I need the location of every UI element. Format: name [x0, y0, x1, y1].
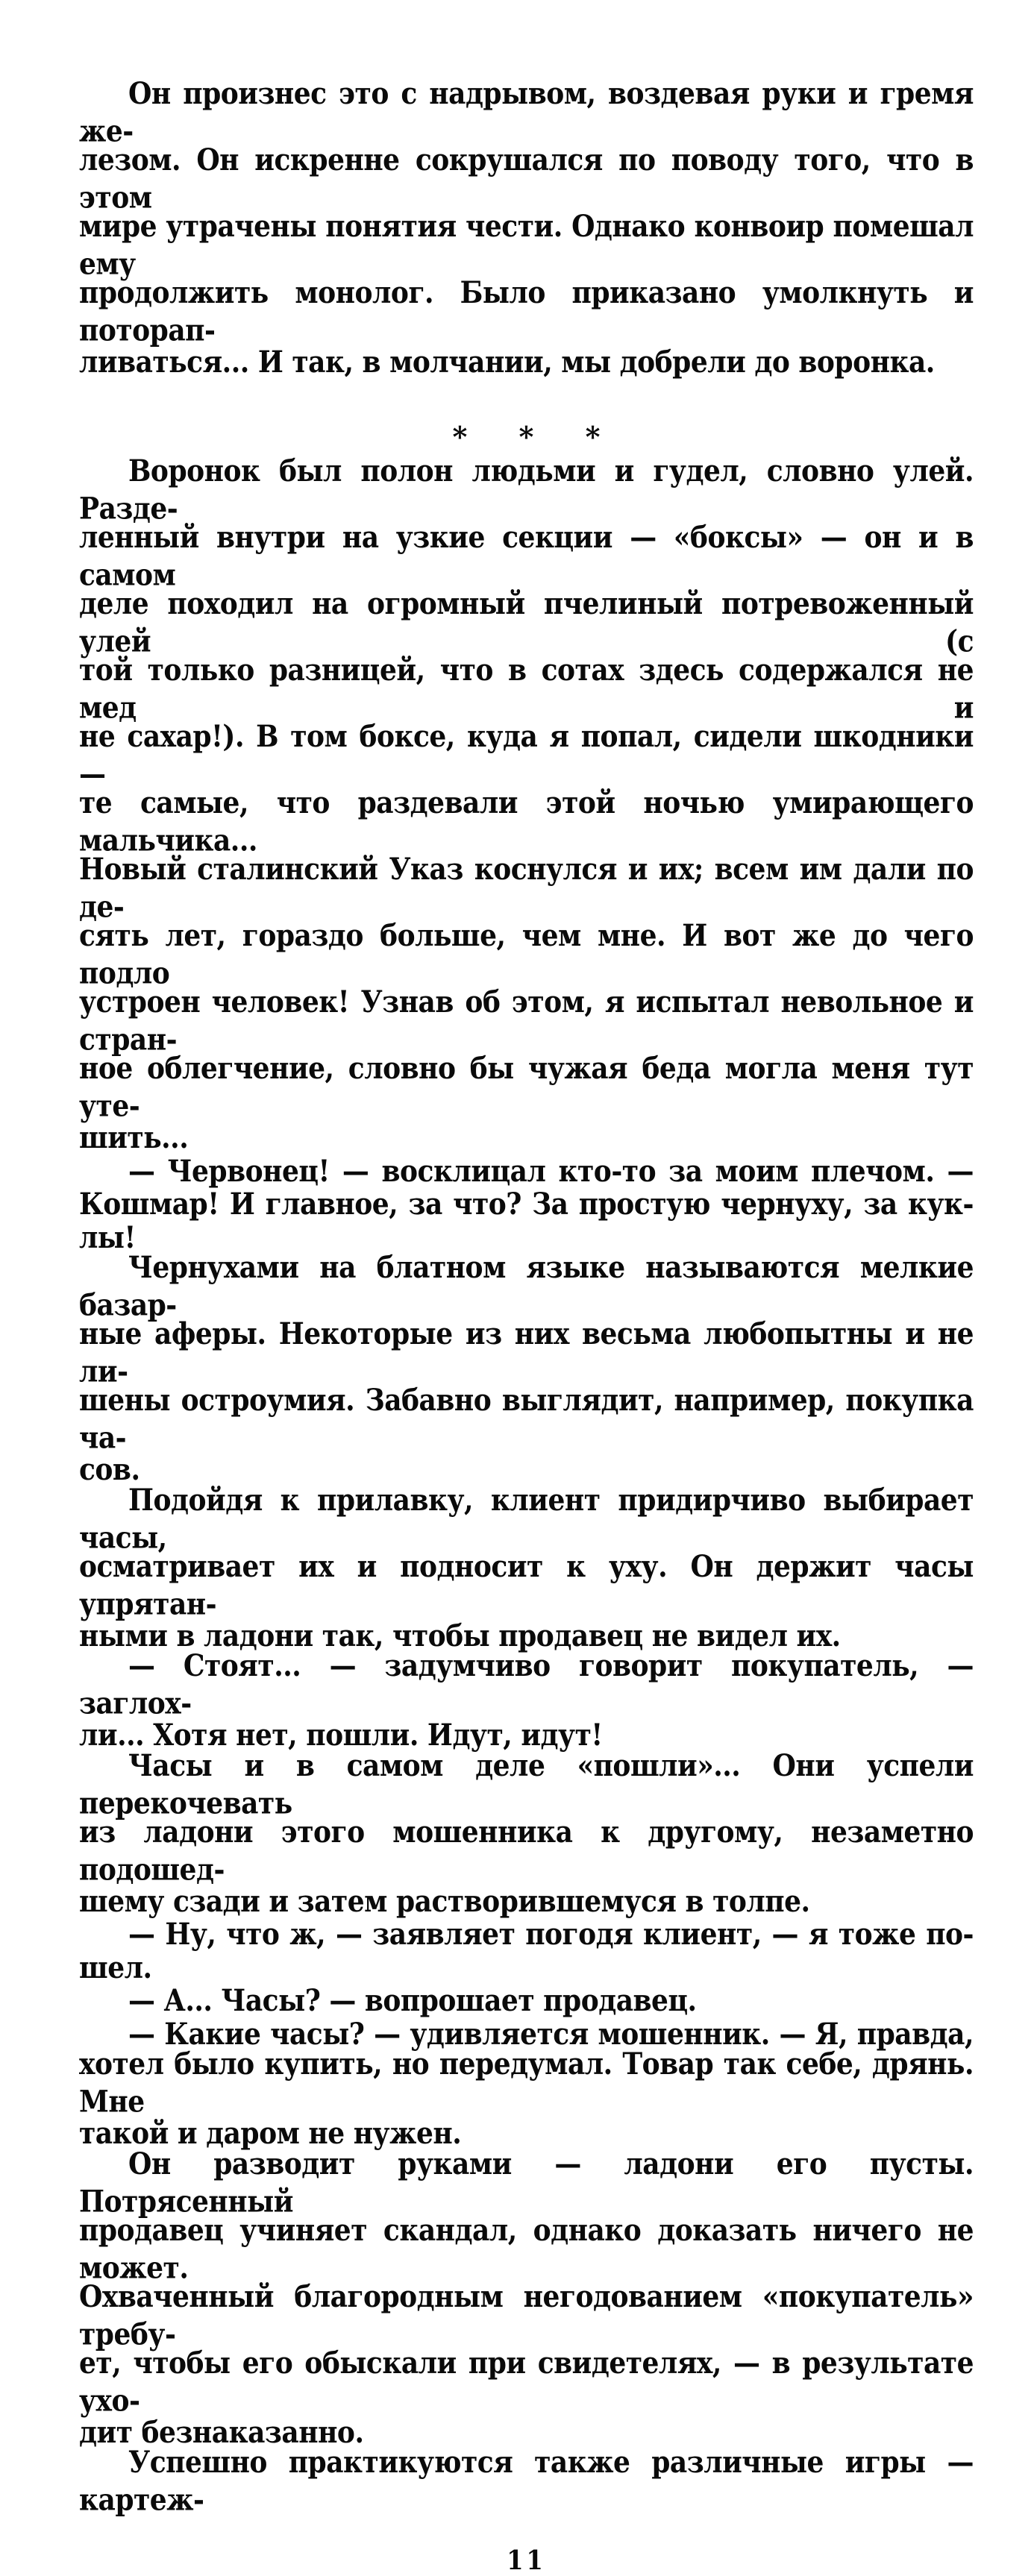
text-line: ленный внутри на узкие секции — «боксы» — он и в самом — [79, 520, 974, 592]
text-line: ливаться... И так, в молчании, мы добрели до воронка. — [79, 345, 935, 380]
text-line: ет, чтобы его обыскали при свидетелях, — в результате ухо- — [79, 2345, 974, 2418]
text-line: продолжить монолог. Было приказано умолкнуть и поторап- — [79, 275, 974, 348]
text-line: шены остроумия. Забавно выглядит, например, покупка ча- — [79, 1383, 974, 1455]
text-line: — А... Часы? — вопрошает продавец. — [128, 1983, 697, 2019]
paragraph — [79, 1250, 974, 1488]
text-line: Подойдя к прилавку, клиент придирчиво выбирает часы, — [79, 1482, 974, 1555]
text-line: Успешно практикуются также различные игры — картеж- — [79, 2445, 974, 2517]
paragraph — [79, 76, 974, 380]
text-line: Он разводит руками — ладони его пусты. Потрясенный — [79, 2146, 974, 2219]
text-line: Часы и в самом деле «пошли»... Они успели перекочевать — [79, 1747, 974, 1821]
paragraph — [79, 1482, 974, 1654]
text-line: те самые, что раздевали этой ночью умирающего мальчика... — [79, 785, 974, 858]
text-line: осматривает их и подносит к уху. Он держит часы упрятан- — [79, 1548, 974, 1621]
text-line: — Ну, что ж, — заявляет погодя клиент, — я тоже по- — [128, 1917, 974, 1953]
paragraph — [79, 1919, 974, 1985]
text-line: деле походил на огромный пчелиный потревоженный улей (с — [79, 586, 974, 659]
paragraph — [79, 2016, 974, 2152]
text-line: Воронок был полон людьми и гудел, словно улей. Разде- — [79, 453, 974, 526]
text-line: такой и даром не нужен. — [79, 2116, 462, 2152]
text-line: ными в ладони так, чтобы продавец не видел их. — [79, 1618, 841, 1653]
paragraph — [79, 1153, 974, 1256]
paragraph — [79, 1648, 974, 1753]
paragraph — [79, 453, 974, 1156]
text-line: Чернухами на блатном языке называются мелкие базар- — [79, 1250, 974, 1322]
paragraph — [79, 2445, 974, 2517]
paragraph — [79, 2146, 974, 2451]
text-line: дит безнаказанно. — [79, 2414, 364, 2450]
text-block — [79, 76, 974, 2576]
text-line: лы! — [79, 1219, 136, 1255]
text-line: шему сзади и затем растворившемуся в толпе. — [79, 1883, 810, 1919]
text-line: продавец учиняет скандал, однако доказать ничего не может. — [79, 2212, 974, 2285]
text-line: шел. — [79, 1950, 152, 1985]
page-number: 11 — [507, 2545, 546, 2576]
text-line: не сахар!). В том боксе, куда я попал, сидели шкодники — — [79, 719, 974, 791]
text-line: из ладони этого мошенника к другому, незаметно подошед- — [79, 1814, 974, 1887]
text-line: — Червонец! — восклицал кто-то за моим плечом. — — [128, 1153, 974, 1189]
text-line: Кошмар! И главное, за что? За простую чернуху, за кук- — [79, 1187, 974, 1222]
text-line: той только разницей, что в сотах здесь содержался не мед и — [79, 653, 974, 725]
paragraph — [79, 1985, 974, 2019]
text-line: сять лет, гораздо больше, чем мне. И вот же до чего подло — [79, 918, 974, 990]
text-line: — Стоят... — задумчиво говорит покупатель, — заглох- — [79, 1648, 974, 1721]
paragraph — [79, 1747, 974, 1920]
text-line: лезом. Он искренне сокрушался по поводу того, что в этом — [79, 142, 974, 215]
section-separator: * * * — [452, 419, 621, 453]
text-line: мире утрачены понятия чести. Однако конвоир помешал ему — [79, 209, 974, 281]
text-line: устроен человек! Узнав об этом, я испытал невольное и стран- — [79, 984, 974, 1057]
text-line: Новый сталинский Указ коснулся и их; всем им дали по де- — [79, 852, 974, 924]
text-line: Он произнес это с надрывом, воздевая руки и гремя же- — [79, 76, 974, 148]
text-line: — Какие часы? — удивляется мошенник. — Я, правда, — [128, 2016, 974, 2052]
text-line: сов. — [79, 1452, 140, 1488]
text-line: ное облегчение, словно бы чужая беда могла меня тут уте- — [79, 1051, 974, 1123]
text-line: ные аферы. Некоторые из них весьма любопытны и не ли- — [79, 1316, 974, 1389]
text-line: ли... Хотя нет, пошли. Идут, идут! — [79, 1718, 603, 1753]
text-line: Охваченный благородным негодованием «покупатель» требу- — [79, 2278, 974, 2352]
text-line: хотел было купить, но передумал. Товар так себе, дрянь. Мне — [79, 2046, 974, 2119]
text-line: шить... — [79, 1120, 189, 1156]
